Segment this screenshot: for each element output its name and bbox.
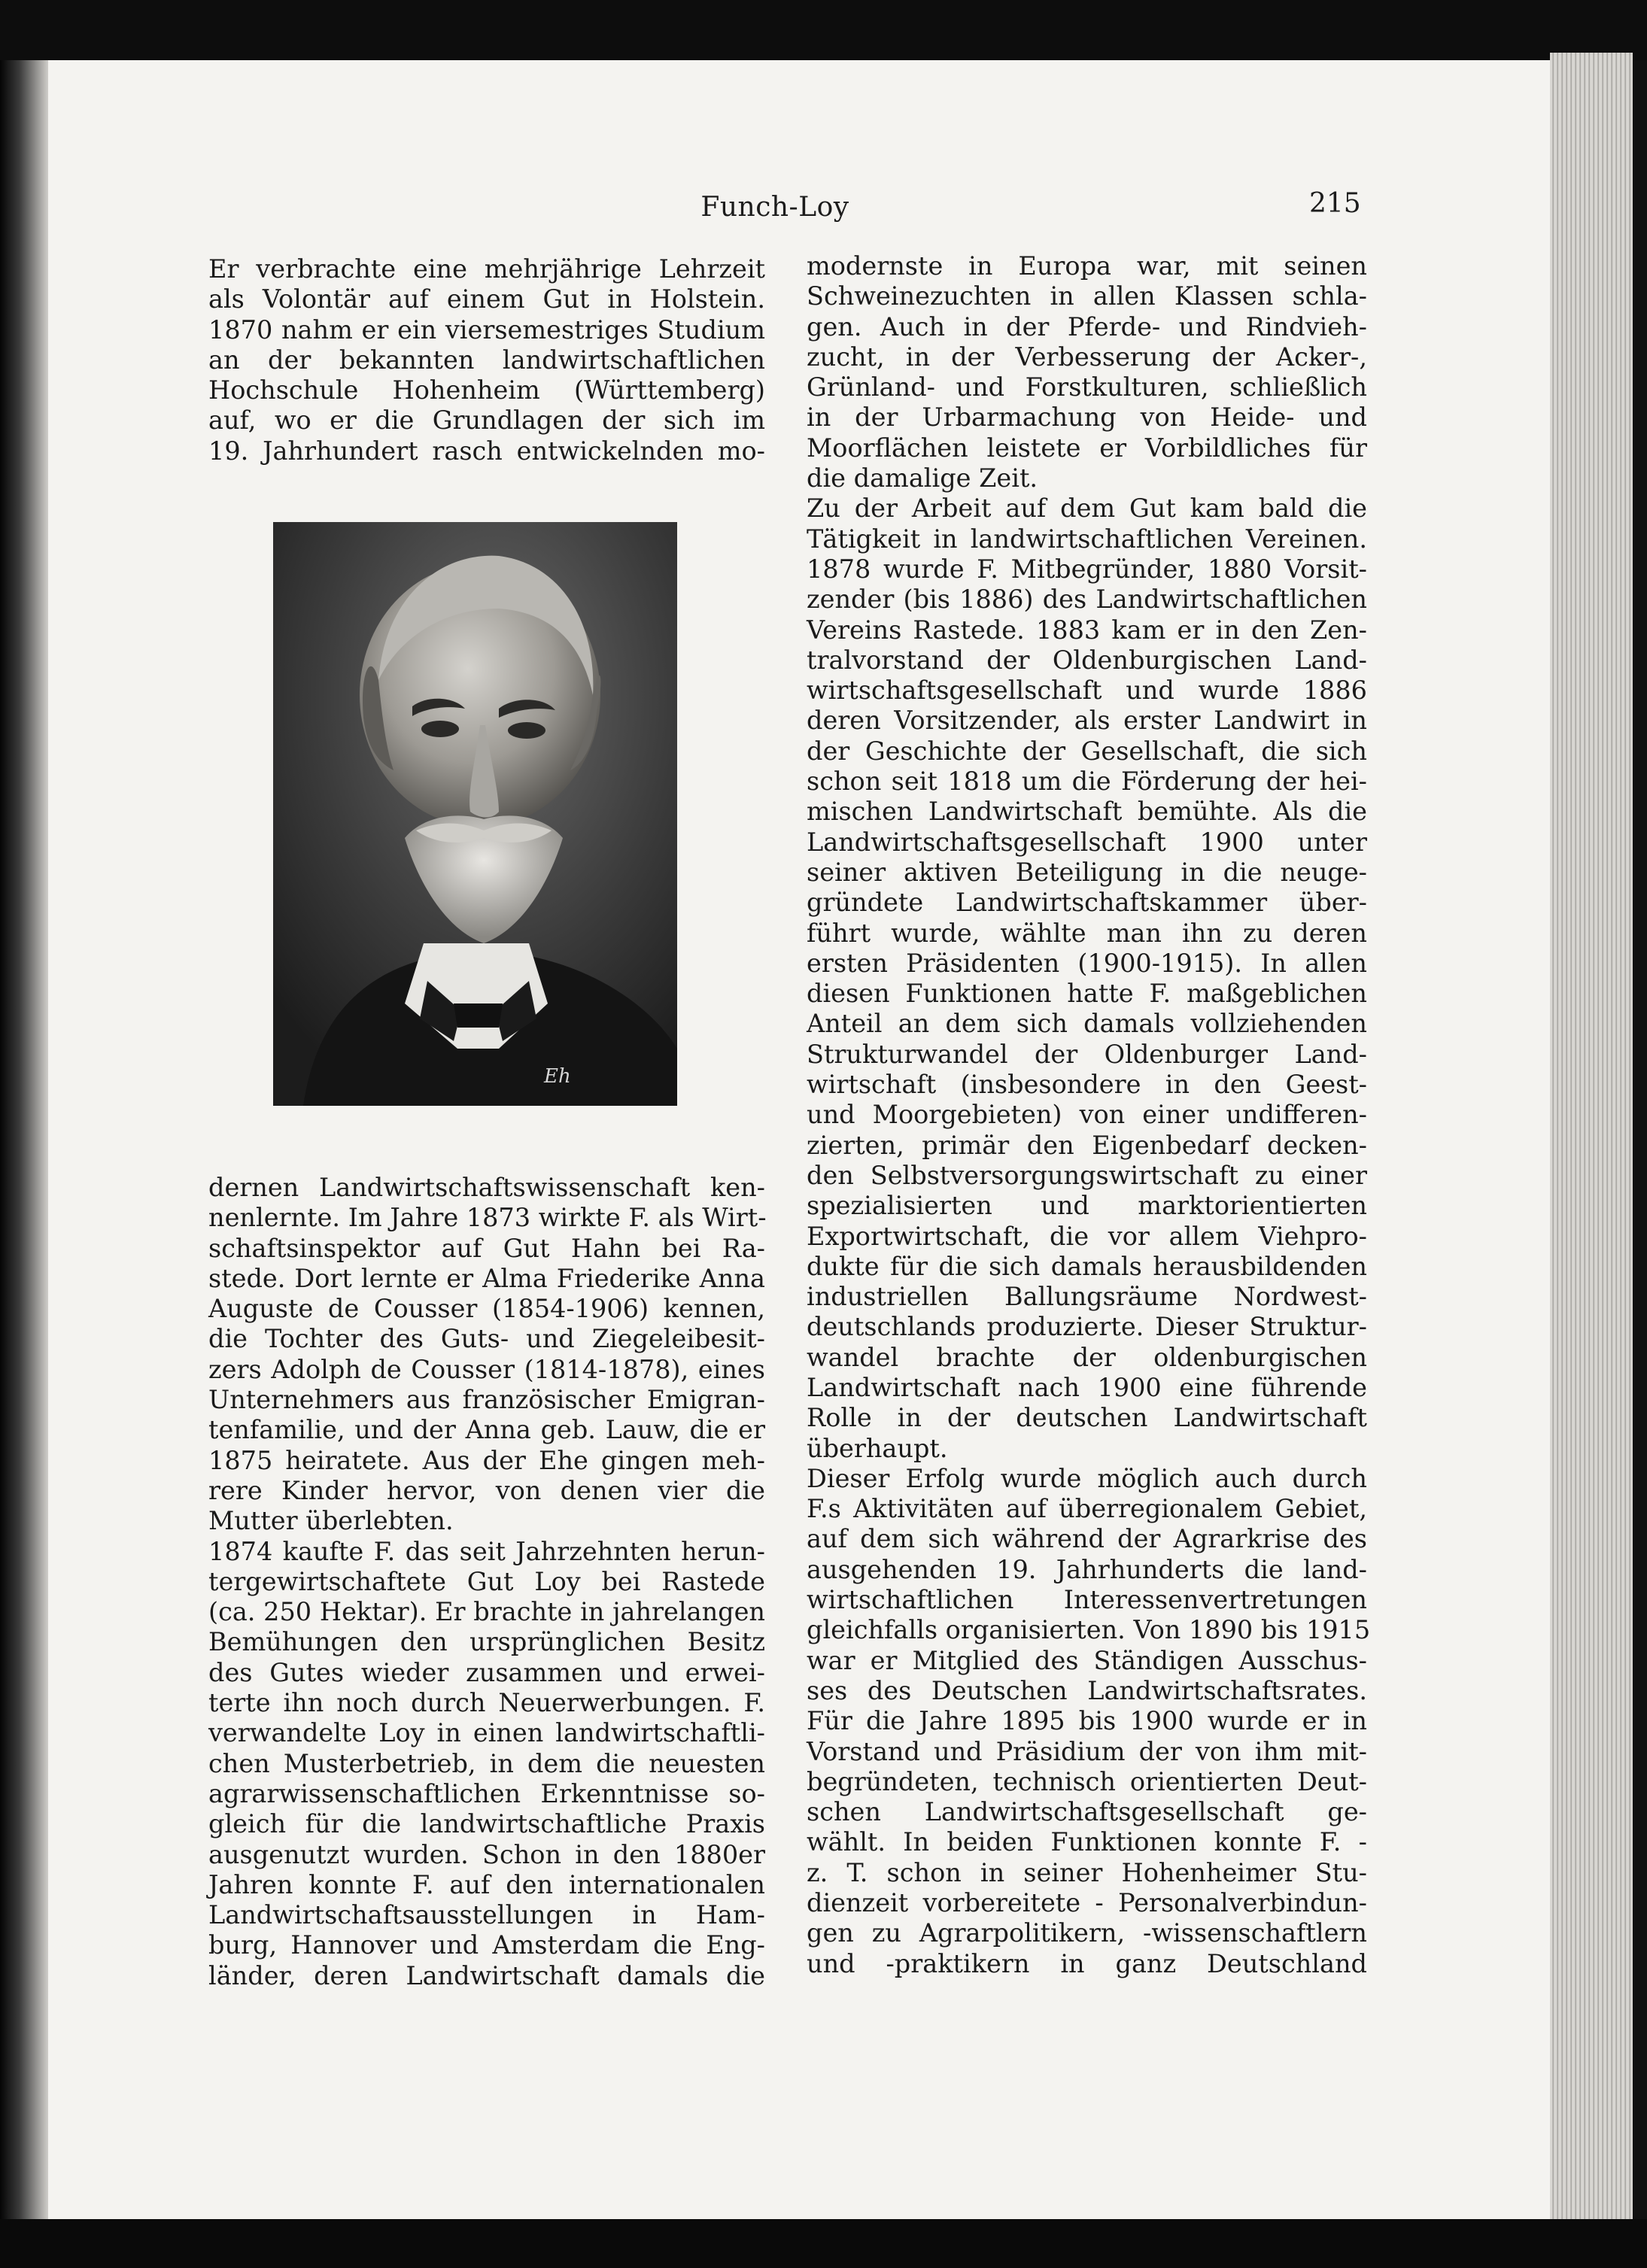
text-line: zucht, in der Verbesserung der Acker-,	[807, 342, 1367, 372]
text-line: stede. Dort lernte er Alma Friederike Anna	[208, 1263, 765, 1293]
text-line: den Selbstversorgungswirtschaft zu einer	[807, 1160, 1367, 1190]
text-line: dienzeit vorbereitete - Personalverbindun-	[807, 1888, 1367, 1918]
text-line: Landwirtschaftsgesellschaft 1900 unter	[807, 827, 1367, 857]
text-line: gleichfalls organisierten. Von 1890 bis 1915	[807, 1615, 1371, 1645]
text-line: 1870 nahm er ein viersemestriges Studium	[208, 314, 765, 345]
text-line: Landwirtschaftsausstellungen in Ham-	[208, 1900, 765, 1930]
text-line: burg, Hannover und Amsterdam die Eng-	[208, 1930, 765, 1960]
text-line: seiner aktiven Beteiligung in die neuge-	[807, 857, 1367, 887]
text-line: Unternehmers aus französischer Emigran-	[208, 1385, 765, 1415]
text-line: 1875 heiratete. Aus der Ehe gingen meh-	[208, 1445, 765, 1475]
text-line: die Tochter des Guts- und Ziegeleibesit-	[208, 1324, 765, 1354]
text-line: Moorflächen leistete er Vorbildliches für	[807, 433, 1367, 463]
scan-background-bottom	[0, 2219, 1647, 2268]
text-line: rere Kinder hervor, von denen vier die	[208, 1475, 765, 1505]
text-line: auf, wo er die Grundlagen der sich im	[208, 405, 765, 436]
page-edges	[1550, 53, 1633, 2227]
text-line: zers Adolph de Cousser (1814-1878), eines	[208, 1354, 765, 1384]
portrait-photo	[273, 522, 677, 1106]
text-line: auf dem sich während der Agrarkrise des	[807, 1524, 1367, 1554]
text-line: des Gutes wieder zusammen und erwei-	[208, 1657, 765, 1687]
text-line: wirtschaftsgesellschaft und wurde 1886	[807, 676, 1367, 706]
text-line: wählt. In beiden Funktionen konnte F. -	[807, 1827, 1367, 1857]
text-line: an der bekannten landwirtschaftlichen	[208, 345, 765, 375]
text-line: gen zu Agrarpolitikern, -wissenschaftlern	[807, 1918, 1367, 1948]
right-column-text	[807, 251, 1371, 1979]
text-line: deutschlands produzierte. Dieser Struktur-	[807, 1312, 1367, 1342]
text-line: ausgehenden 19. Jahrhunderts die land-	[807, 1554, 1367, 1584]
text-line: begründeten, technisch orientierten Deut-	[807, 1766, 1367, 1796]
text-line: wirtschaftlichen Interessenvertretungen	[807, 1585, 1367, 1615]
text-line: tenfamilie, und der Anna geb. Lauw, die er	[208, 1415, 765, 1445]
text-line: schen Landwirtschaftsgesellschaft ge-	[807, 1797, 1367, 1827]
text-line: z. T. schon in seiner Hohenheimer Stu-	[807, 1857, 1367, 1887]
text-line: Exportwirtschaft, die vor allem Viehpro-	[807, 1221, 1367, 1251]
text-line: gen. Auch in der Pferde- und Rindvieh-	[807, 311, 1367, 342]
text-line: in der Urbarmachung von Heide- und	[807, 402, 1367, 433]
text-line: wirtschaft (insbesondere in den Geest-	[807, 1070, 1367, 1100]
portrait-signature-mark: Eh	[544, 1065, 571, 1088]
text-line: industriellen Ballungsräume Nordwest-	[807, 1282, 1367, 1312]
text-line: die damalige Zeit.	[807, 463, 1038, 493]
text-line: führt wurde, wählte man ihn zu deren	[807, 918, 1367, 948]
text-line: ses des Deutschen Landwirtschaftsrates.	[807, 1675, 1367, 1705]
text-line: modernste in Europa war, mit seinen	[807, 251, 1367, 281]
text-line: Hochschule Hohenheim (Württemberg)	[208, 375, 765, 405]
text-line: tergewirtschaftete Gut Loy bei Rastede	[208, 1566, 765, 1596]
text-line: und -praktikern in ganz Deutschland	[807, 1948, 1367, 1978]
text-line: als Volontär auf einem Gut in Holstein.	[208, 284, 765, 314]
text-line: Er verbrachte eine mehrjährige Lehrzeit	[208, 254, 765, 284]
text-line: Anteil an dem sich damals vollziehenden	[807, 1009, 1367, 1039]
text-line: dernen Landwirtschaftswissenschaft ken-	[208, 1173, 765, 1202]
text-line: diesen Funktionen hatte F. maßgeblichen	[807, 979, 1367, 1009]
text-line: Landwirtschaft nach 1900 eine führende	[807, 1372, 1367, 1402]
text-line: chen Musterbetrieb, in dem die neuesten	[208, 1748, 765, 1778]
text-line: Jahren konnte F. auf den internationalen	[208, 1869, 765, 1899]
text-line: mischen Landwirtschaft bemühte. Als die	[807, 797, 1367, 827]
text-line: überhaupt.	[807, 1433, 948, 1463]
scan-background-top	[0, 0, 1647, 60]
text-line: gründete Landwirtschaftskammer über-	[807, 888, 1367, 918]
text-line: F.s Aktivitäten auf überregionalem Gebiet,	[807, 1494, 1367, 1524]
text-line: Für die Jahre 1895 bis 1900 wurde er in	[807, 1706, 1367, 1736]
text-line: tralvorstand der Oldenburgischen Land-	[807, 645, 1367, 675]
left-column-top-text	[208, 254, 765, 466]
text-line: wandel brachte der oldenburgischen	[807, 1342, 1367, 1372]
text-line: und Moorgebieten) von einer undifferen-	[807, 1100, 1367, 1130]
text-line: verwandelte Loy in einen landwirtschaftli-	[208, 1718, 765, 1748]
text-line: Vorstand und Präsidium der von ihm mit-	[807, 1736, 1367, 1766]
text-line: 1874 kaufte F. das seit Jahrzehnten herun-	[208, 1536, 765, 1566]
text-line: (ca. 250 Hektar). Er brachte in jahrelangen	[208, 1597, 765, 1627]
book-gutter-shadow	[0, 60, 48, 2219]
text-line: Auguste de Cousser (1854-1906) kennen,	[208, 1294, 765, 1324]
text-line: ersten Präsidenten (1900-1915). In allen	[807, 948, 1367, 978]
text-line: Rolle in der deutschen Landwirtschaft	[807, 1403, 1367, 1433]
text-line: terte ihn noch durch Neuerwerbungen. F.	[208, 1688, 765, 1718]
text-line: Mutter überlebten.	[208, 1506, 454, 1536]
text-line: war er Mitglied des Ständigen Ausschus-	[807, 1645, 1367, 1675]
text-line: 1878 wurde F. Mitbegründer, 1880 Vorsit-	[807, 554, 1367, 584]
text-line: zierten, primär den Eigenbedarf decken-	[807, 1130, 1367, 1160]
text-line: Dieser Erfolg wurde möglich auch durch	[807, 1463, 1367, 1493]
text-line: schaftsinspektor auf Gut Hahn bei Ra-	[208, 1233, 765, 1263]
text-line: ausgenutzt wurden. Schon in den 1880er	[208, 1839, 765, 1869]
text-line: gleich für die landwirtschaftliche Praxis	[208, 1809, 765, 1839]
text-line: nenlernte. Im Jahre 1873 wirkte F. als Wirt-	[208, 1203, 767, 1233]
text-line: Bemühungen den ursprünglichen Besitz	[208, 1627, 765, 1657]
text-line: deren Vorsitzender, als erster Landwirt in	[807, 706, 1367, 736]
text-line: zender (bis 1886) des Landwirtschaftlichen	[807, 584, 1367, 615]
text-line: Strukturwandel der Oldenburger Land-	[807, 1039, 1367, 1069]
text-line: dukte für die sich damals herausbildenden	[807, 1251, 1367, 1281]
text-line: der Geschichte der Gesellschaft, die sich	[807, 736, 1367, 766]
text-line: Tätigkeit in landwirtschaftlichen Vereinen.	[807, 524, 1367, 554]
text-line: länder, deren Landwirtschaft damals die	[208, 1960, 765, 1990]
left-column-bottom-text	[208, 1173, 765, 1991]
page-number: 215	[1309, 188, 1361, 219]
text-line: Schweinezuchten in allen Klassen schla-	[807, 281, 1367, 311]
text-line: Vereins Rastede. 1883 kam er in den Zen-	[807, 615, 1367, 645]
text-line: Grünland- und Forstkulturen, schließlich	[807, 372, 1367, 402]
text-line: agrarwissenschaftlichen Erkenntnisse so-	[208, 1778, 765, 1808]
running-title: Funch-Loy	[700, 192, 849, 223]
text-line: 19. Jahrhundert rasch entwickelnden mo-	[208, 436, 765, 466]
text-line: schon seit 1818 um die Förderung der hei-	[807, 767, 1367, 797]
text-line: Zu der Arbeit auf dem Gut kam bald die	[807, 493, 1367, 524]
text-line: spezialisierten und marktorientierten	[807, 1191, 1367, 1221]
